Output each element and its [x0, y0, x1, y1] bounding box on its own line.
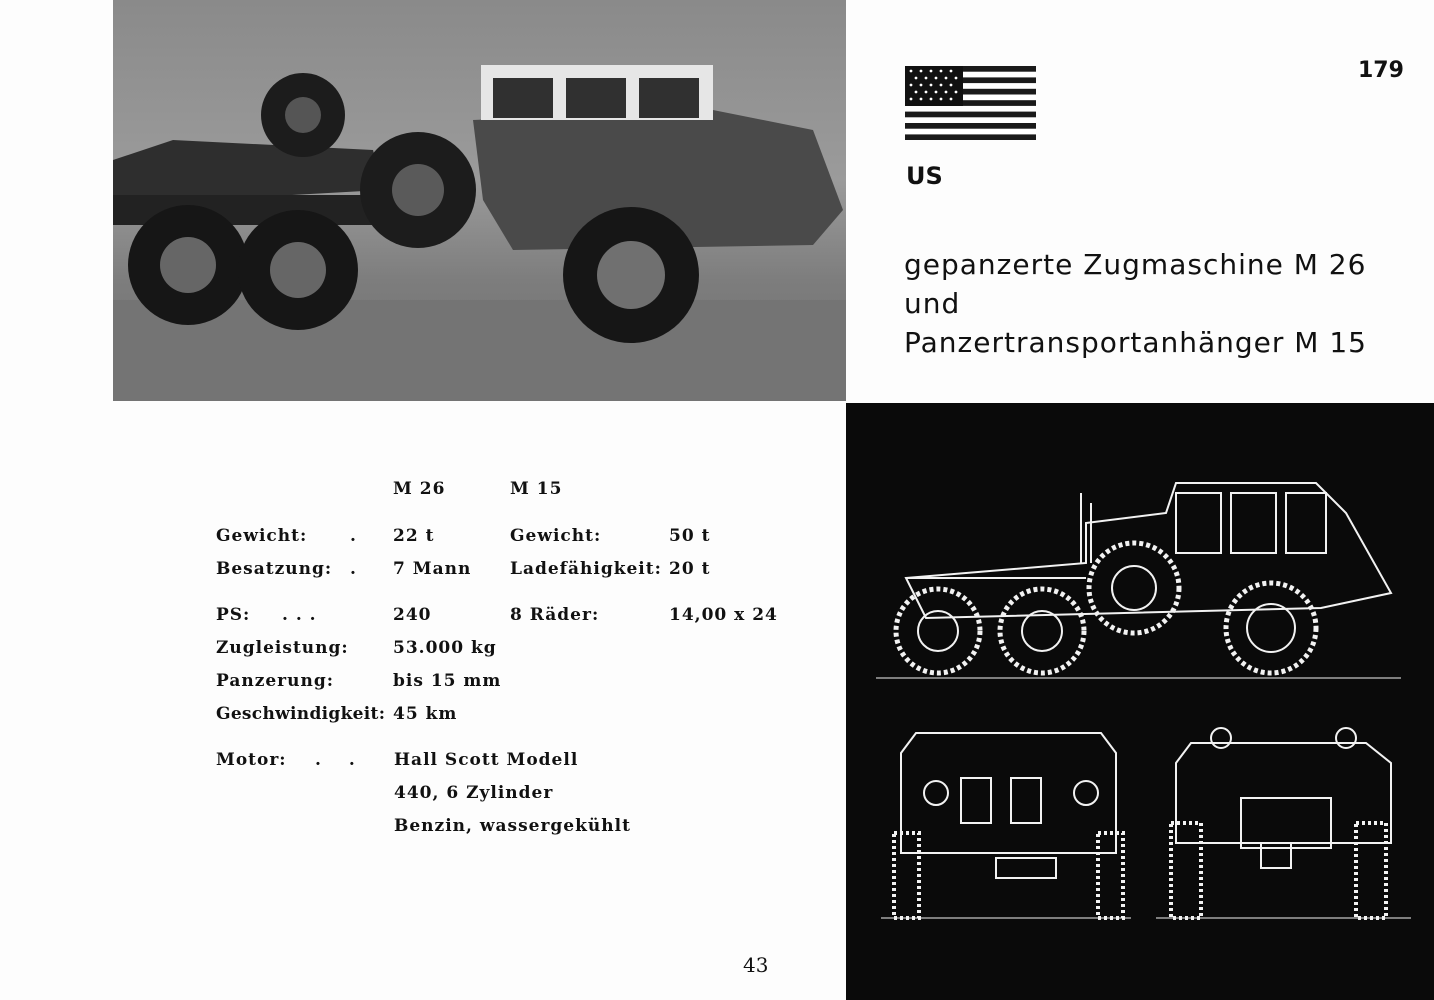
spec-label-besatzung: Besatzung:: [216, 559, 333, 579]
column-header-m26: M 26: [393, 479, 446, 499]
spec-label-motor: Motor:: [216, 750, 287, 770]
vehicle-photo: [113, 0, 846, 401]
title-line-2: und: [904, 287, 961, 320]
spec-label-gewicht: Gewicht:: [216, 526, 308, 546]
page-number-bottom: 43: [743, 953, 769, 977]
spec-dots-gewicht: .: [350, 526, 357, 546]
spec-label-geschwindigkeit: Geschwindigkeit:: [216, 704, 386, 724]
page-number-top: 179: [1358, 58, 1404, 83]
spec-value-motor-line-3: Benzin, wassergekühlt: [394, 816, 631, 836]
spec-label-m15-raeder: 8 Räder:: [510, 605, 600, 625]
spec-value-panzerung: bis 15 mm: [393, 671, 502, 691]
spec-value-gewicht: 22 t: [393, 526, 435, 546]
spec-label-m15-ladefaehigkeit: Ladefähigkeit:: [510, 559, 662, 579]
country-code: US: [906, 162, 943, 190]
spec-dots-motor: . .: [315, 750, 356, 770]
spec-value-geschwindigkeit: 45 km: [393, 704, 458, 724]
column-header-m15: M 15: [510, 479, 563, 499]
spec-value-m15-raeder: 14,00 x 24: [669, 605, 778, 625]
spec-value-motor-line-1: Hall Scott Modell: [394, 750, 579, 770]
spec-label-zugleistung: Zugleistung:: [216, 638, 349, 658]
title-line-3: Panzertransportanhänger M 15: [904, 326, 1367, 359]
technical-drawing: [846, 403, 1434, 1000]
spec-dots-besatzung: .: [350, 559, 357, 579]
title-line-1: gepanzerte Zugmaschine M 26: [904, 248, 1367, 281]
spec-value-m15-gewicht: 50 t: [669, 526, 711, 546]
page-title: [904, 245, 1367, 362]
us-flag-icon: [905, 66, 1036, 140]
spec-label-panzerung: Panzerung:: [216, 671, 335, 691]
spec-value-motor-line-2: 440, 6 Zylinder: [394, 783, 554, 803]
spec-value-ps: 240: [393, 605, 432, 625]
spec-label-ps: PS:: [216, 605, 251, 625]
spec-label-m15-gewicht: Gewicht:: [510, 526, 602, 546]
spec-value-m15-ladefaehigkeit: 20 t: [669, 559, 711, 579]
spec-dots-ps: . . .: [282, 605, 317, 625]
spec-value-zugleistung: 53.000 kg: [393, 638, 497, 658]
spec-value-besatzung: 7 Mann: [393, 559, 472, 579]
